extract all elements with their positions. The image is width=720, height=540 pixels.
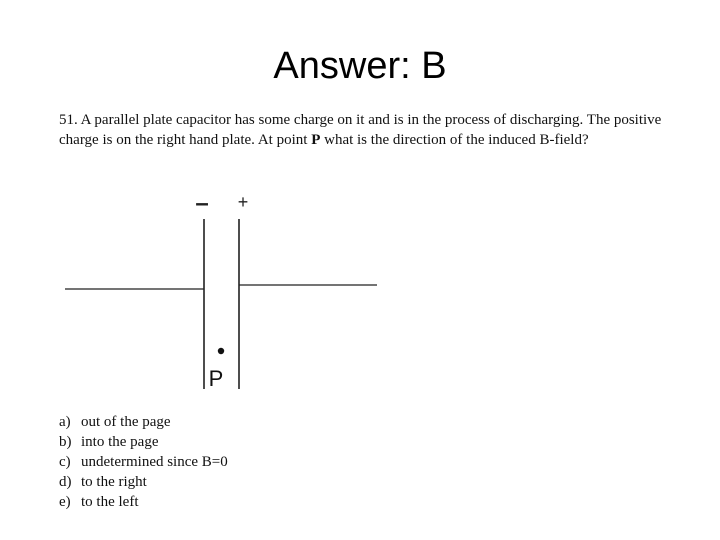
option-text: into the page — [81, 434, 159, 450]
slide-title: Answer: B — [273, 45, 447, 87]
minus-sign: – — [195, 190, 209, 217]
option-d — [59, 472, 228, 492]
option-letter: e) — [59, 494, 71, 510]
question-part-1: 51. A parallel plate capacitor has some charge on it and is in the process of discharging. The positive charge is on the right hand plate. At point — [59, 112, 662, 148]
point-p-dot — [218, 348, 224, 354]
option-letter: a) — [59, 414, 71, 430]
question-point-label: P — [311, 132, 321, 148]
plus-sign: + — [237, 192, 249, 212]
option-letter: b) — [59, 434, 72, 450]
option-a — [59, 412, 228, 432]
option-letter: c) — [59, 454, 71, 470]
point-p-label: P — [208, 366, 224, 391]
option-letter: d) — [59, 474, 72, 490]
option-text: undetermined since B=0 — [81, 454, 228, 470]
answer-options — [59, 412, 228, 512]
option-text: to the right — [81, 474, 147, 490]
capacitor-diagram — [55, 183, 385, 393]
option-c — [59, 452, 228, 472]
option-b — [59, 432, 228, 452]
option-text: to the left — [81, 494, 139, 510]
option-text: out of the page — [81, 414, 171, 430]
question-text — [59, 110, 679, 150]
question-part-2: what is the direction of the induced B-field? — [320, 132, 589, 148]
option-e — [59, 492, 228, 512]
